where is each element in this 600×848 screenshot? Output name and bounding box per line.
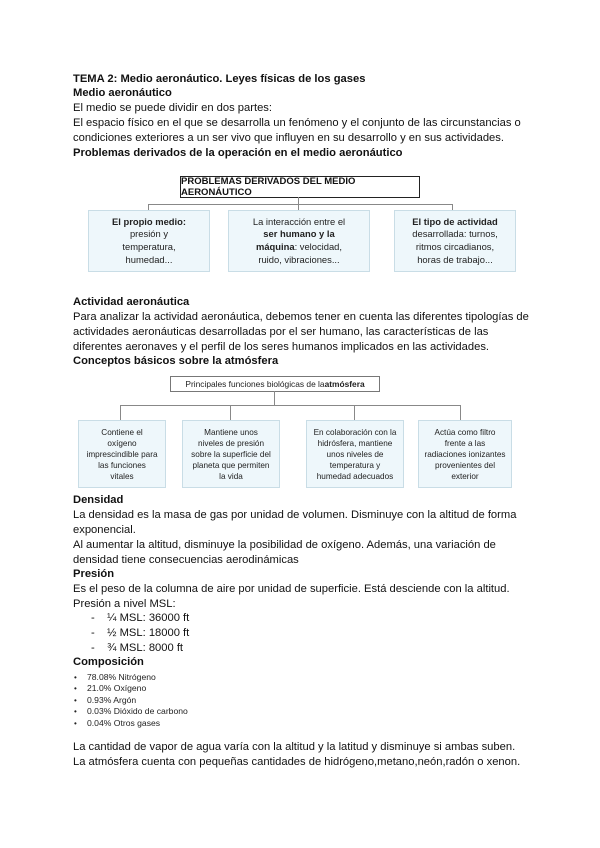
list-item: • 78.08% Nitrógeno	[73, 672, 188, 683]
paragraph-line: La atmósfera cuenta con pequeñas cantidades de hidrógeno,metano,neón,radón o xenon.	[73, 756, 521, 768]
heading-composicion: Composición	[73, 656, 144, 668]
composition-list	[73, 672, 188, 729]
diagram-title: PROBLEMAS DERIVADOS DEL MEDIO AERONÁUTICO	[180, 176, 420, 198]
paragraph-line: El medio se puede dividir en dos partes:	[73, 102, 273, 114]
paragraph-line: condiciones exteriores a un ser vivo que influyen en su desarrollo y en sus actividades.	[73, 132, 504, 144]
paragraph-line: La densidad es la masa de gas por unidad de volumen. Disminuye con la altitud de forma	[73, 509, 517, 521]
diagram-box-filtro: Actúa como filtro frente a las radiaciones ionizantes provenientes del exterior	[418, 420, 512, 488]
diagram-box-presion: Mantiene unos niveles de presión sobre la superficie del planeta que permiten la vida	[182, 420, 280, 488]
diagram-box-oxigeno: Contiene el oxígeno imprescindible para las funciones vitales	[78, 420, 166, 488]
paragraph-line: densidad tiene consecuencias aerodinámicas	[73, 554, 299, 566]
paragraph-line: El espacio físico en el que se desarrolla un fenómeno y el conjunto de las circunstancias o	[73, 117, 521, 129]
diagram-box-hidrosfera: En colaboración con la hidrósfera, mantiene unos niveles de temperatura y humedad adecuados	[306, 420, 404, 488]
page-title: TEMA 2: Medio aeronáutico. Leyes físicas de los gases	[73, 73, 366, 85]
dash-item: - ½ MSL: 18000 ft	[91, 627, 190, 639]
heading-densidad: Densidad	[73, 494, 124, 506]
list-item: • 0.93% Argón	[73, 695, 188, 706]
diagram-title: Principales funciones biológicas de la atmósfera	[170, 376, 380, 392]
connector-line	[148, 204, 452, 205]
heading-conceptos: Conceptos básicos sobre la atmósfera	[73, 355, 279, 367]
dash-item: - ¾ MSL: 8000 ft	[91, 642, 184, 654]
paragraph-line: La cantidad de vapor de agua varía con la altitud y la latitud y disminuye si ambas suben.	[73, 741, 516, 753]
connector-line	[354, 405, 355, 420]
list-item: • 0.03% Dióxido de carbono	[73, 706, 188, 717]
diagram-box-medio: El propio medio: presión y temperatura, humedad...	[88, 210, 210, 272]
connector-line	[120, 405, 121, 420]
paragraph-line: actividades aeronáuticas desarrolladas por el ser humano, las características de las	[73, 326, 489, 338]
list-item: • 21.0% Oxígeno	[73, 683, 188, 694]
paragraph-line: diferentes aeronaves y el perfil de los seres humanos implicados en las actividades.	[73, 341, 490, 353]
connector-line	[230, 405, 231, 420]
dash-item: - ¼ MSL: 36000 ft	[91, 612, 190, 624]
connector-line	[120, 405, 460, 406]
paragraph-line: Para analizar la actividad aeronáutica, debemos tener en cuenta las diferentes tipologías de	[73, 311, 529, 323]
paragraph-line: Al aumentar la altitud, disminuye la posibilidad de oxígeno. Además, una variación de	[73, 539, 496, 551]
heading-actividad: Actividad aeronáutica	[73, 296, 190, 308]
heading-medio: Medio aeronáutico	[73, 87, 172, 99]
paragraph-line: Presión a nivel MSL:	[73, 598, 176, 610]
paragraph-line: Es el peso de la columna de aire por unidad de superficie. Está desciende con la altitud.	[73, 583, 510, 595]
heading-presion: Presión	[73, 568, 115, 580]
heading-problemas: Problemas derivados de la operación en el medio aeronáutico	[73, 147, 403, 159]
paragraph-line: exponencial.	[73, 524, 136, 536]
connector-line	[274, 391, 275, 405]
connector-line	[460, 405, 461, 420]
diagram-box-interaccion: La interacción entre el ser humano y la máquina: velocidad, ruido, vibraciones...	[228, 210, 370, 272]
list-item: • 0.04% Otros gases	[73, 718, 188, 729]
diagram-box-actividad: El tipo de actividad desarrollada: turnos, ritmos circadianos, horas de trabajo...	[394, 210, 516, 272]
